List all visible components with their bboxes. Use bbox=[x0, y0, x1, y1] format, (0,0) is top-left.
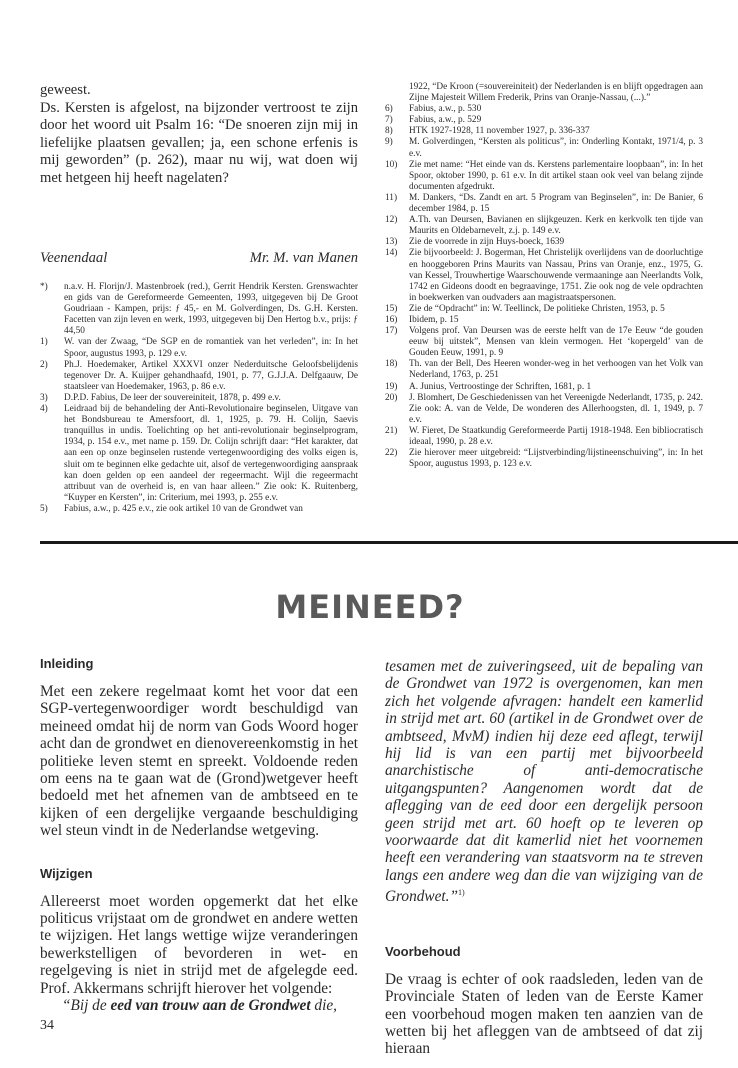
footnote-number: 17) bbox=[385, 326, 398, 337]
footnotes-left-column bbox=[40, 282, 358, 515]
footnote-text: A. Junius, Vertroostinge der Schriften, 1681, p. 1 bbox=[409, 381, 592, 392]
quote-continued-text: tesamen met de zuiveringseed, uit de bepaling van de Grondwet van 1972 is overgenomen, kan men zich het volgende afvragen: handelt een kamerlid in strijd met art. 60 (artikel in de Grondwet over de ambtseed, MvM) indien hij deze eed aflegt, terwijl hij lid is van een partij met bijvoorbeeld anarchistische of anti-democratische uitgangspunten? Aangenomen wordt dat de aflegging van de eed door een dergelijk persoon geen strijd met art. 60 hoeft op te leveren op voorwaarde dat dit kamerlid niet het voornemen heeft een verandering van staatsvorm na te streven langs een andere weg dan die van wijziging van de Grondwet.” bbox=[385, 658, 703, 906]
page-number: 34 bbox=[40, 1018, 54, 1033]
footnote bbox=[385, 193, 703, 215]
footnote-text: 1922, “De Kroon (=souvereiniteit) der Nederlanden is en blijft opgedragen aan Zijne Majesteit Willem Frederik, Prins van Oranje-Nassau, (...).” bbox=[409, 82, 703, 104]
wijzigen-text: Allereerst moet worden opgemerkt dat het elke politicus vrijstaat om de grondwet en andere wetten te wijzigen. Het langs wettige wijze veranderingen bewerkstelligen of bevorderen in wet- en regelgeving is niet in strijd met de afgelegde eed. Prof. Akkermans schrijft hierover het volgende: bbox=[40, 892, 358, 997]
footnote bbox=[385, 382, 703, 393]
footnote-text: Zie de “Opdracht” in: W. Teellinck, De politieke Christen, 1953, p. 5 bbox=[409, 303, 665, 314]
footnote bbox=[385, 359, 703, 381]
footnote bbox=[385, 137, 703, 159]
footnote-number: 11) bbox=[385, 192, 398, 203]
footnote-number: 21) bbox=[385, 425, 398, 436]
quote-footnote-ref: 1) bbox=[457, 888, 465, 898]
footnote-number: 18) bbox=[385, 359, 398, 370]
footnote-text: A.Th. van Deursen, Bavianen en slijkgeuzen. Kerk en kerkvolk ten tijde van Maurits en Oldebarnevelt, z.j. p. 149 e.v. bbox=[409, 215, 703, 237]
signature-line bbox=[40, 250, 358, 267]
quote-open: “Bij de bbox=[62, 997, 111, 1015]
footnote-text: HTK 1927-1928, 11 november 1927, p. 336-337 bbox=[409, 126, 590, 137]
footnote-text: n.a.v. H. Florijn/J. Mastenbroek (red.), Gerrit Hendrik Kersten. Grenswachter en gids van de Gereformeerde Gemeenten, 1993, uitgegeven bij De Groot Goudriaan - Kampen, prijs: ƒ 45,- en M. Golverdingen, Ds. G.H. Kersten. Facetten van zijn leven en werk, 1993, uitgegeven bij Den Hertog b.v., prijs: ƒ 44,50 bbox=[64, 282, 358, 337]
footnote-number: 19) bbox=[385, 381, 398, 392]
footnote-text: D.P.D. Fabius, De leer der souvereiniteit, 1878, p. 499 e.v. bbox=[64, 392, 281, 403]
footnote-number: 22) bbox=[385, 448, 398, 459]
article-left-column bbox=[40, 656, 358, 1015]
footnote-text: Zie met name: “Het einde van ds. Kerstens parlementaire loopbaan”, in: In het Spoor, oktober 1990, p. 61 e.v. In dit artikel staan ook veel van belang zijnde documenten afgedrukt. bbox=[409, 159, 703, 192]
footnote-text: Leidraad bij de behandeling der Anti-Revolutionaire beginselen, Uitgave van het Bondsbureau te Amersfoort, dl. 1, 1925, p. 79. H. Colijn, Saevis tranquillus in undis. Toelichting op het anti-revolutionair beginselprogram, 1934, p. 154 e.v., met name p. 159. Dr. Colijn schrijft daar: “Het karakter, dat aan een op onze beginselen rustende vertegenwoordiging des volks eigen is, sluit om te beginnen elke gedachte uit, alsof de vertegenwoordiging aanspraak kan doen gelden op een aandeel der regeermacht. Wijl die regeermacht attribuut van de overheid is, en van haar alleen.” Zie ook: K. Ruitenberg, “Kuyper en Kersten”, in: Criterium, mei 1993, p. 255 e.v. bbox=[64, 404, 358, 503]
paragraph-inleiding bbox=[40, 683, 358, 840]
heading-voorbehoud: Voorbehoud bbox=[385, 943, 461, 959]
footnote-text: W. van der Zwaag, “De SGP en de romantiek van het verleden”, in: In het Spoor, augustus 1993, p. 129 e.v. bbox=[64, 337, 358, 359]
footnotes-right-column bbox=[385, 82, 703, 470]
footnote-text: Fabius, a.w., p. 530 bbox=[409, 104, 482, 115]
footnote-number: 9) bbox=[385, 137, 393, 148]
footnote bbox=[385, 304, 703, 315]
footnote bbox=[385, 426, 703, 448]
footnote bbox=[40, 282, 358, 337]
footnote-text: M. Dankers, “Ds. Zandt en art. 5 Program van Beginselen”, in: De Banier, 6 december 1984, p. 15 bbox=[409, 192, 703, 215]
section-divider bbox=[40, 541, 738, 544]
footnote-number: 10) bbox=[385, 159, 398, 170]
footnote-number: 7) bbox=[385, 115, 393, 126]
footnote bbox=[40, 404, 358, 504]
footnote bbox=[40, 337, 358, 359]
footnote bbox=[385, 126, 703, 137]
footnote-text: Ibidem, p. 15 bbox=[409, 314, 459, 325]
footnote-number: 15) bbox=[385, 303, 398, 314]
footnote-text: Zie bijvoorbeeld: J. Bogerman, Het Christelijk overlijdens van de doorluchtige en hooggeboren Prins Maurits van Nassau, Prins van Oranje, enz., 1975, G. van Kessel, Trouwhertige Waarschouwende vermaaninge aan Neerlandts Volk, 1742 en Gideons doodt en begraavinge, 1751. Zie ook nog de vele opdrachten in boekwerken van oudvaders aan magistraatspersonen. bbox=[409, 248, 703, 303]
article-right-column bbox=[385, 658, 703, 1058]
footnote bbox=[385, 315, 703, 326]
quote-continued bbox=[385, 658, 703, 906]
footnote-text: Volgens prof. Van Deursen was de eerste helft van de 17e Eeuw “de gouden eeuw bij uitstek”, Mensen van klein vermogen. Het ‘kopergeld’ van de Gouden Eeuw, 1991, p. 9 bbox=[409, 326, 703, 359]
previous-article-ending bbox=[40, 82, 358, 188]
footnote-number: 2) bbox=[40, 359, 48, 370]
footnote-number: 1) bbox=[40, 337, 48, 348]
quote-bold: eed van trouw aan de Grondwet bbox=[110, 997, 311, 1015]
footnote bbox=[385, 104, 703, 115]
footnote bbox=[40, 360, 358, 393]
footnote bbox=[385, 160, 703, 193]
footnote-text: Ph.J. Hoedemaker, Artikel XXXVI onzer Nederduitsche Geloofsbelijdenis tegenover Dr. A. Kuijper gehandhaafd, 1901, p. 77, G.J.J.A. Delfgaauw, De staatsleer van Hoedemaker, 1963, p. 86 e.v. bbox=[64, 359, 358, 392]
footnote-number: 20) bbox=[385, 392, 398, 403]
footnote bbox=[385, 326, 703, 359]
footnote-number: 13) bbox=[385, 237, 398, 248]
footnote-text: J. Blomhert, De Geschiedenissen van het Vereenigde Nederlandt, 1735, p. 242. Zie ook: A. van de Velde, De wonderen des Allerhoogsten, dl. 1, 1949, p. 7 e.v. bbox=[409, 392, 703, 425]
footnote bbox=[385, 237, 703, 248]
footnote-number: *) bbox=[40, 282, 48, 292]
quote-cont: die, bbox=[310, 997, 337, 1015]
footnote bbox=[385, 115, 703, 126]
footnote bbox=[385, 82, 703, 104]
footnote bbox=[385, 248, 703, 303]
footnote-text: Th. van der Bell, Des Heeren wonder-weg in het verhoogen van het Volk van Nederland, 1763, p. 251 bbox=[409, 359, 703, 381]
voorbehoud-text: De vraag is echter of ook raadsleden, leden van de Provinciale Staten of leden van de Eerste Kamer een voorbehoud mogen maken ten aanzien van de wetten bij het afleggen van de ambtseed of dat zij hieraan bbox=[385, 970, 703, 1058]
footnote bbox=[40, 504, 358, 515]
footnote-number: 12) bbox=[385, 215, 398, 226]
footnote-number: 8) bbox=[385, 126, 393, 137]
paragraph-end: geweest. bbox=[40, 82, 91, 98]
footnote bbox=[385, 215, 703, 237]
footnote-text: W. Fieret, De Staatkundig Gereformeerde Partij 1918-1948. Een bibliocratisch ideaal, 1990, p. 28 e.v. bbox=[409, 425, 703, 447]
inleiding-text: Met een zekere regelmaat komt het voor dat een SGP-vertegenwoordiger wordt beschuldigd van meineed omdat hij de norm van Gods Woord hoger acht dan de grondwet en dienovereenkomstig in het politieke leven stemt en spreekt. Voldoende reden om eens na te gaan wat de (Grond)wetgever heeft bedoeld met het afnemen van de ambtseed en te kijken of een dergelijke vergaande beschuldiging wel steun vindt in de Nederlandse wetgeving. bbox=[40, 683, 358, 840]
footnote-text: Fabius, a.w., p. 425 e.v., zie ook artikel 10 van de Grondwet van bbox=[64, 503, 303, 514]
heading-wijzigen: Wijzigen bbox=[40, 865, 93, 881]
signature-location: Veenendaal bbox=[40, 250, 108, 266]
article-title: MEINEED? bbox=[275, 588, 465, 626]
paragraph-wijzigen bbox=[40, 893, 358, 1015]
footnote bbox=[385, 448, 703, 470]
footnote-number: 5) bbox=[40, 503, 48, 514]
footnote-text: Zie de voorrede in zijn Huys-boeck, 1639 bbox=[409, 237, 565, 248]
footnote-number: 4) bbox=[40, 404, 48, 415]
signature-author: Mr. M. van Manen bbox=[249, 250, 358, 266]
footnote-text: Zie hierover meer uitgebreid: “Lijstverbinding/lijstineenschuiving”, in: In het Spoor, augustus 1993, p. 123 e.v. bbox=[409, 448, 703, 470]
footnote-number: 14) bbox=[385, 248, 398, 259]
footnote-number: 3) bbox=[40, 392, 48, 403]
footnote bbox=[40, 393, 358, 404]
footnote-number: 16) bbox=[385, 314, 398, 325]
heading-inleiding: Inleiding bbox=[40, 656, 94, 671]
footnote-text: M. Golverdingen, “Kersten als politicus”, in: Onderling Kontakt, 1971/4, p. 3 e.v. bbox=[409, 137, 703, 159]
footnote bbox=[385, 393, 703, 426]
quote-start bbox=[40, 997, 358, 1014]
closing-paragraph: Ds. Kersten is afgelost, na bijzonder vertroost te zijn door het woord uit Psalm 16: “De snoeren zijn mij in liefelijke plaatsen gevallen; ja, een schone erfenis is mij geworden” (p. 262), maar nu wij, wat doen wij met hetgeen hij heeft nagelaten? bbox=[40, 99, 358, 186]
footnote-number: 6) bbox=[385, 104, 393, 115]
paragraph-voorbehoud bbox=[385, 971, 703, 1058]
footnote-text: Fabius, a.w., p. 529 bbox=[409, 115, 482, 126]
